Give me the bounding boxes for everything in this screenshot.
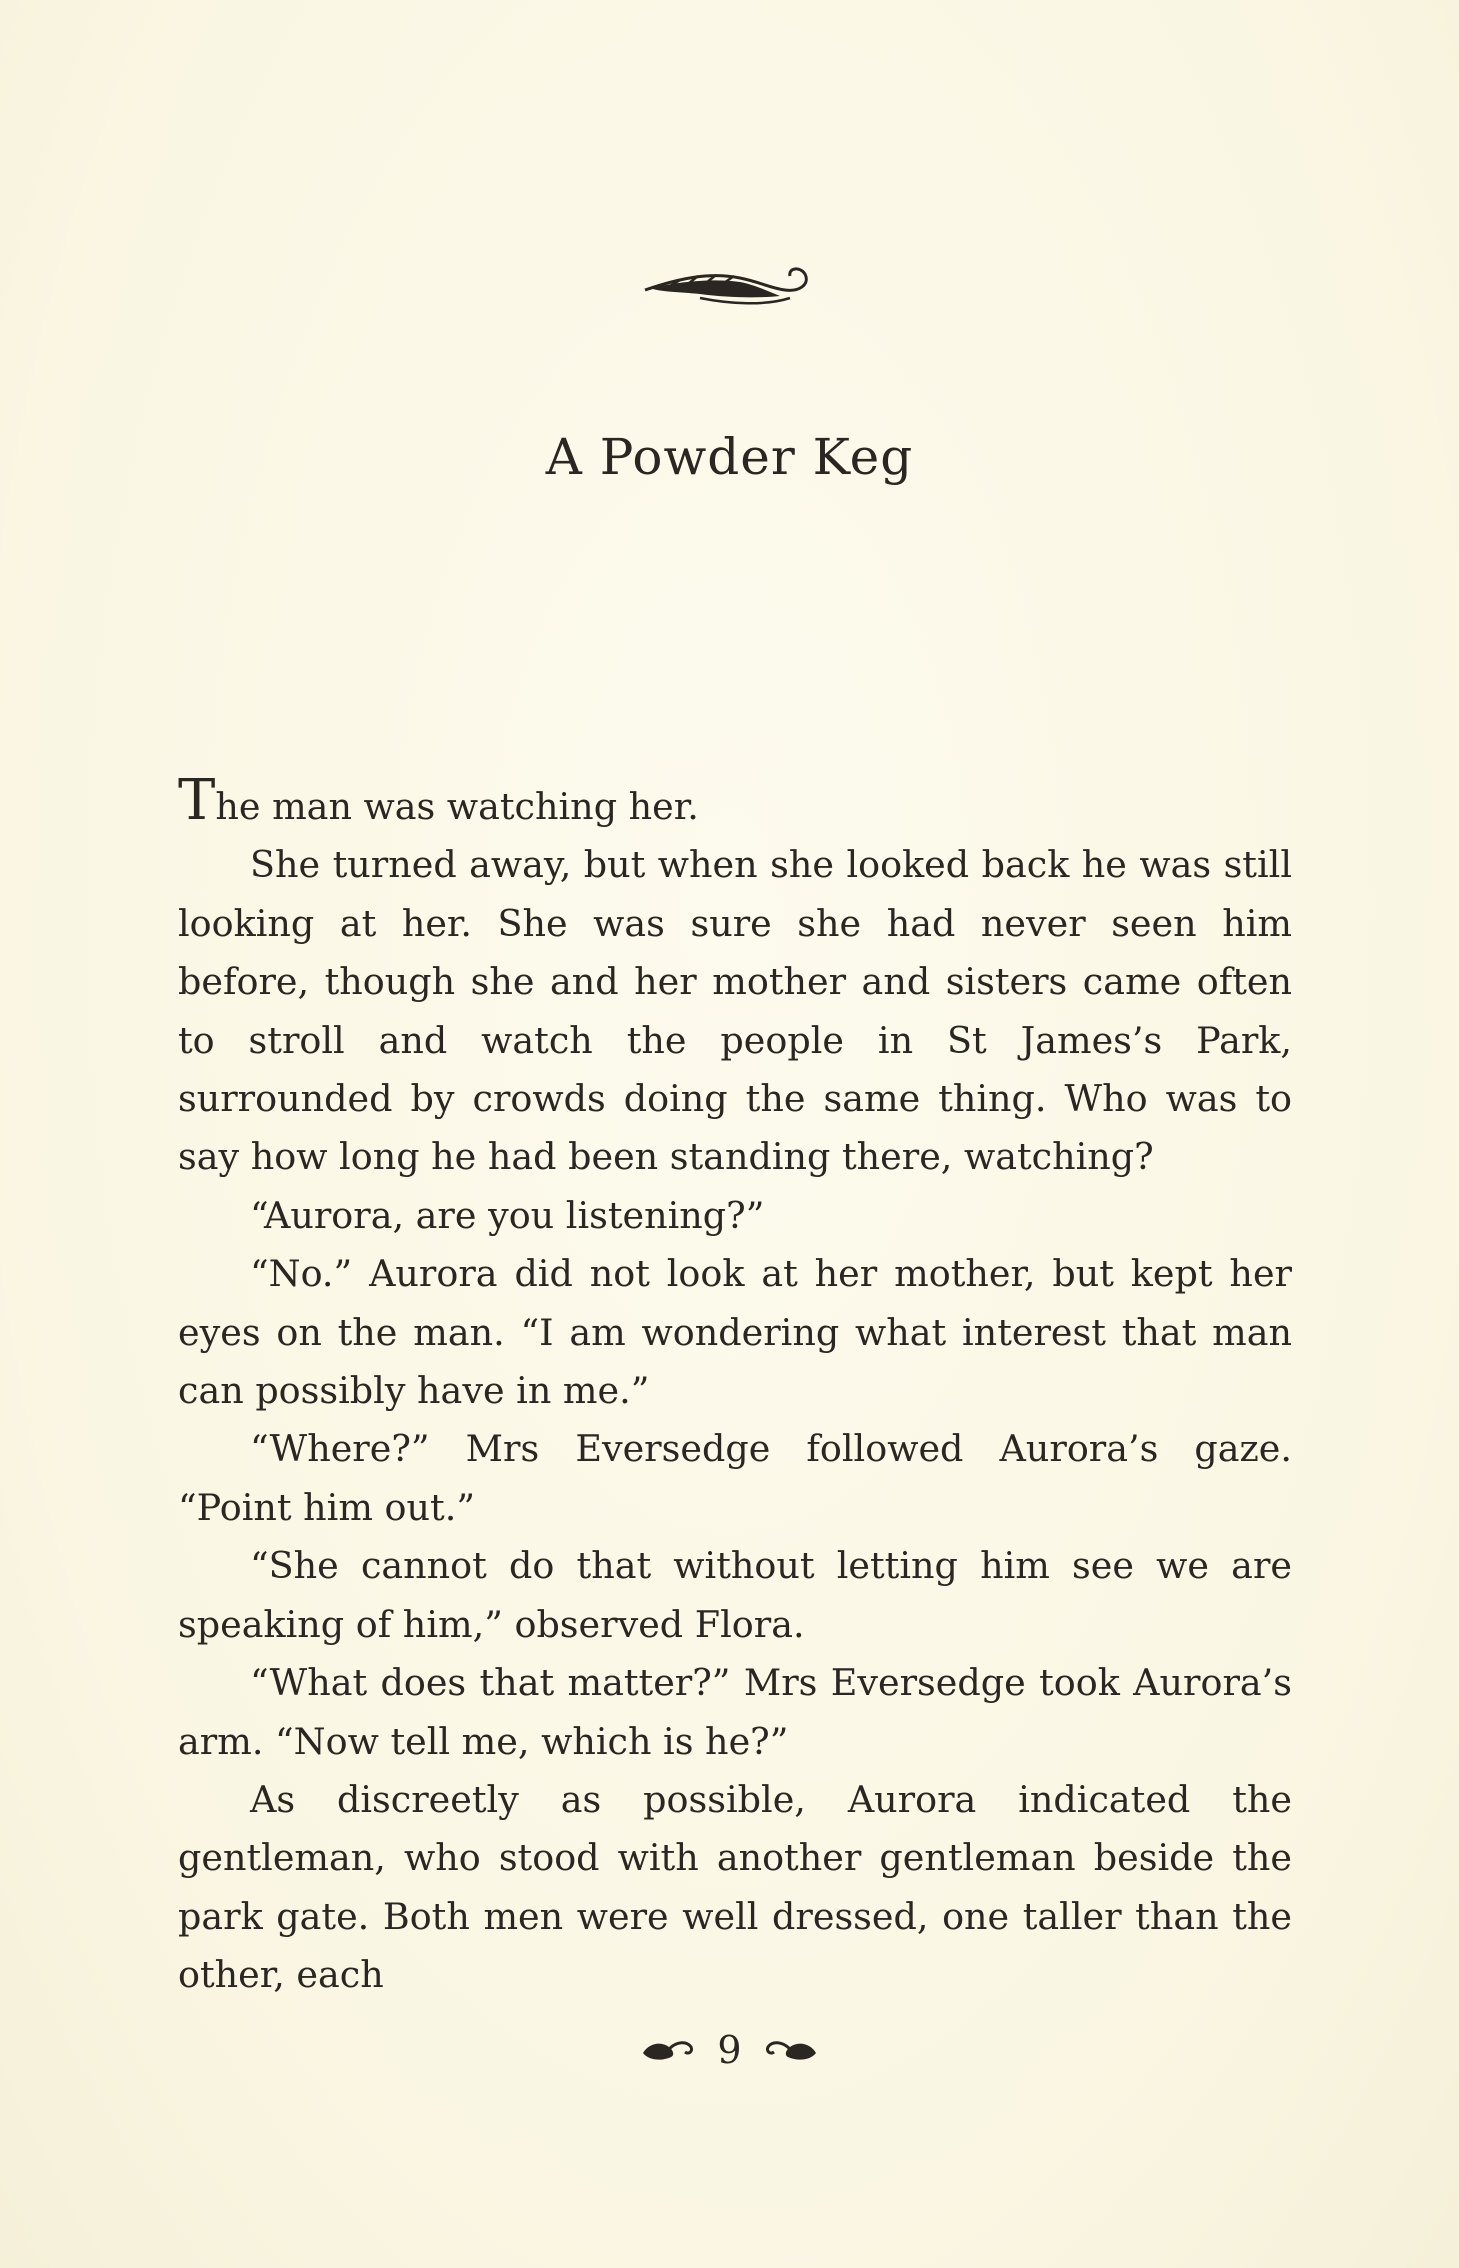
paragraph: “Aurora, are you listening?” [250,1193,765,1237]
body-text [178,768,1292,2005]
paragraph: “What does that matter?” Mrs Eversedge took Aurora’s arm. “Now tell me, which is he?” [178,1661,1292,1763]
feather-swash-ornament-icon [640,248,830,318]
leaf-ornament-right-icon [762,2035,820,2065]
paragraph-text: he man was watching her. [215,785,699,828]
drop-cap: T [178,768,216,833]
paragraph: “She cannot do that without letting him see we are speaking of him,” observed Flora. [178,1544,1292,1646]
leaf-ornament-left-icon [639,2035,697,2065]
paragraph: “No.” Aurora did not look at her mother, but kept her eyes on the man. “I am wondering what interest that man can possibly have in me.” [178,1252,1292,1413]
paragraph: As discreetly as possible, Aurora indicated the gentleman, who stood with another gentleman beside the park gate. Both men were well dressed, one taller than the other, each [178,1777,1292,1997]
page-number: 9 [717,2028,742,2072]
paragraph: “Where?” Mrs Eversedge followed Aurora’s gaze. “Point him out.” [178,1427,1292,1529]
page-footer [0,2020,1459,2080]
paragraph: She turned away, but when she looked back he was still looking at her. She was sure she had never seen him before, though she and her mother and sisters came often to stroll and watch the people in St James’s Park, surrounded by crowds doing the same thing. Who was to say how long he had been standing there, watching? [178,843,1292,1179]
paragraph [178,768,1292,836]
chapter-title: A Powder Keg [545,428,914,486]
